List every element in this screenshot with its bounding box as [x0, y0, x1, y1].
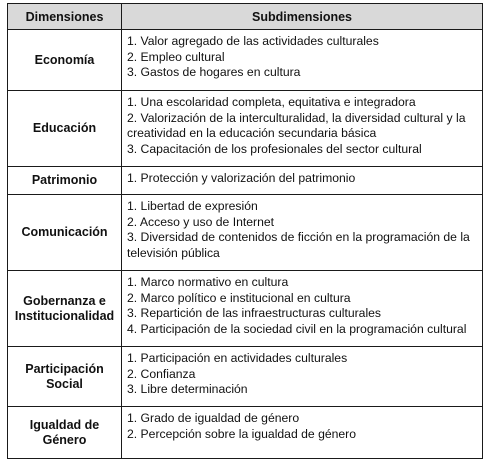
table-row [8, 271, 483, 347]
subdimension-item: 3. Libre determinación [127, 382, 248, 396]
subdimension-cell [122, 195, 483, 271]
subdimension-item: 1. Valor agregado de las actividades culturales [127, 34, 379, 48]
subdimension-item: 3. Repartición de las infraestructuras culturales [127, 306, 382, 320]
subdimension-item: 2. Empleo cultural [127, 49, 225, 64]
table-header-row [8, 4, 483, 30]
subdimension-item: 1. Una escolaridad completa, equitativa e integradora [127, 95, 416, 109]
subdimension-item: 2. Valorización de la interculturalidad, la diversidad cultural y la creatividad en la educación secundaria básica [127, 110, 466, 140]
table-row [8, 195, 483, 271]
dimension-label: Educación [32, 121, 97, 135]
table-row [8, 347, 483, 407]
subdimension-cell [122, 347, 483, 407]
subdimension-cell [122, 30, 483, 91]
dimension-cell [8, 195, 122, 271]
dimensions-table [7, 3, 483, 459]
dimension-cell [8, 271, 122, 347]
dimensions-table-container [7, 3, 483, 463]
subdimension-cell [122, 271, 483, 347]
subdimension-item: 2. Percepción sobre la igualdad de género [127, 426, 357, 441]
dimension-label: Participación Social [25, 361, 104, 391]
table-row [8, 167, 483, 195]
table-row [8, 30, 483, 91]
dimension-label: Comunicación [21, 225, 108, 239]
dimension-label: Igualdad de Género [29, 417, 100, 447]
subdimension-item: 1. Libertad de expresión [127, 199, 258, 213]
subdimension-item: 2. Marco político e institucional en cultura [127, 290, 351, 305]
subdimension-item: 2. Confianza [127, 366, 196, 381]
dimension-cell [8, 30, 122, 91]
subdimension-item: 1. Marco normativo en cultura [127, 275, 289, 289]
subdimension-item: 3. Gastos de hogares en cultura [127, 65, 301, 79]
subdimension-item: 3. Diversidad de contenidos de ficción en la programación de la televisión pública [127, 230, 470, 260]
subdimension-cell [122, 407, 483, 459]
dimension-label: Gobernanza e Institucionalidad [14, 293, 115, 323]
header-dimensiones: Dimensiones [8, 4, 122, 30]
table-row [8, 407, 483, 459]
subdimension-item: 4. Participación de la sociedad civil en la programación cultural [127, 321, 467, 336]
subdimension-item: 1. Participación en actividades culturales [127, 351, 348, 365]
dimension-label: Patrimonio [31, 173, 98, 187]
dimension-cell [8, 347, 122, 407]
subdimension-cell [122, 91, 483, 167]
subdimension-cell [122, 167, 483, 195]
subdimension-item: 2. Acceso y uso de Internet [127, 214, 275, 229]
dimension-cell [8, 167, 122, 195]
table-row [8, 91, 483, 167]
dimension-cell [8, 407, 122, 459]
subdimension-item: 3. Capacitación de los profesionales del sector cultural [127, 141, 422, 156]
subdimension-item: 1. Protección y valorización del patrimonio [127, 171, 356, 185]
dimension-label: Economía [34, 52, 95, 67]
dimension-cell [8, 91, 122, 167]
subdimension-item: 1. Grado de igualdad de género [127, 411, 300, 425]
header-subdimensiones: Subdimensiones [122, 4, 483, 30]
